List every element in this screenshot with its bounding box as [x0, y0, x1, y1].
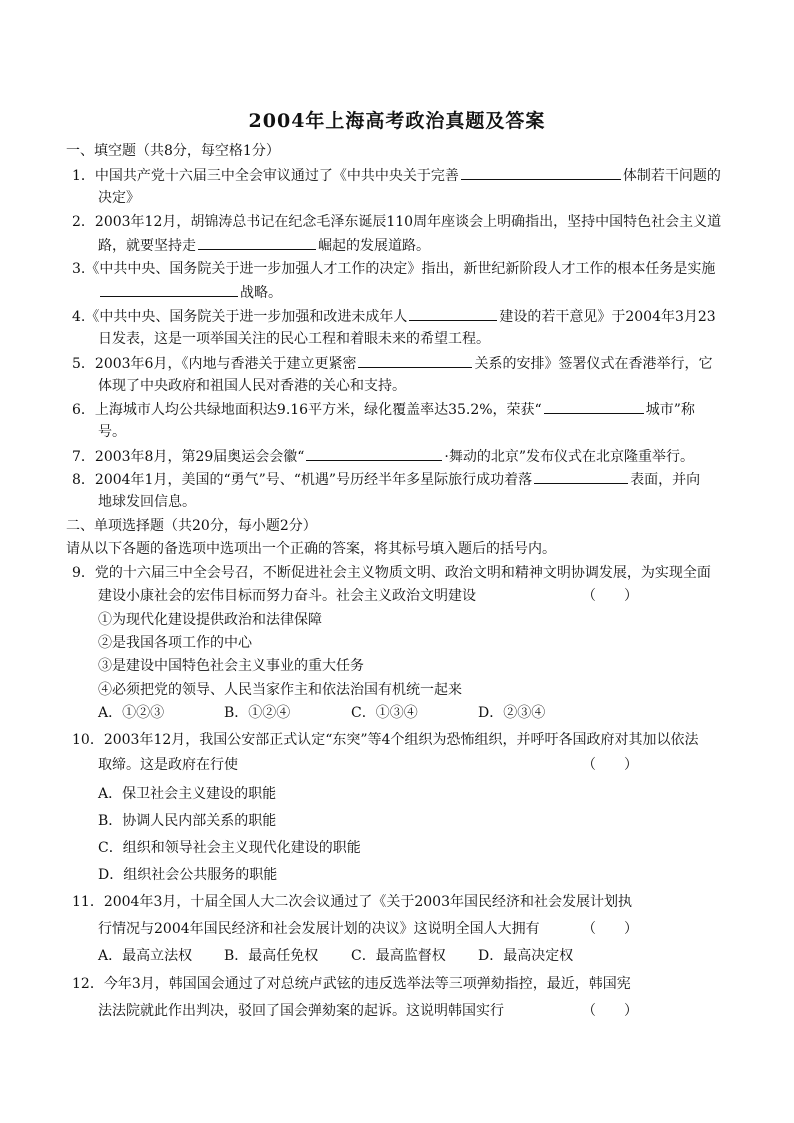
question-1-line-1 [72, 164, 721, 186]
question-10-line-1: 10．2003年12月，我国公安部正式认定“东突”等4个组织为恐怖组织，并呼吁各国政府对其加以依法 [72, 732, 699, 748]
option-c: C．组织和领导社会主义现代化建设的职能 [98, 840, 361, 856]
section-heading-single-choice: 二、单项选择题（共20分，每小题2分） [66, 518, 317, 534]
option-b: B．协调人民内部关系的职能 [98, 813, 277, 829]
question-text: 表面，并向 [630, 472, 701, 488]
section-heading-fill-blank: 一、填空题（共8分，每空格1分） [66, 143, 280, 159]
statement-1: ①为现代化建设提供政治和法律保障 [98, 612, 322, 628]
question-3-line-1: 3.《中共中央、国务院关于进一步加强人才工作的决定》指出，新世纪新阶段人才工作的根本任务是实施 [72, 261, 716, 277]
question-1-line-2: 决定》 [98, 190, 140, 206]
answer-blank [461, 164, 621, 180]
answer-blank [409, 305, 497, 321]
question-text: ·舞动的北京”发布仪式在北京隆重举行。 [444, 449, 695, 465]
statement-4: ④必须把党的领导、人民当家作主和依法治国有机统一起来 [98, 682, 462, 698]
page-title: 2004年上海高考政治真题及答案 [248, 110, 546, 132]
option-a: A．最高立法权 [98, 948, 193, 964]
answer-parentheses: （ ） [582, 588, 638, 604]
question-text: 体制若干问题的 [622, 168, 721, 184]
question-text: 崛起的发展道路。 [318, 238, 430, 254]
option-a: A．①②③ [98, 705, 165, 721]
question-9-line-1: 9．党的十六届三中全会号召，不断促进社会主义物质文明、政治文明和精神文明协调发展，为实现全面 [72, 565, 711, 581]
statement-2: ②是我国各项工作的中心 [98, 635, 252, 651]
question-3-line-2 [98, 281, 282, 303]
answer-parentheses: （ ） [582, 1003, 638, 1019]
answer-blank [544, 398, 644, 414]
question-6-line-1 [72, 398, 695, 420]
option-b: B．最高任免权 [224, 948, 319, 964]
option-c: C．最高监督权 [351, 948, 446, 964]
question-8-line-2: 地球发回信息。 [98, 494, 196, 510]
section-instruction: 请从以下各题的备选项中选项出一个正确的答案，将其标号填入题后的括号内。 [66, 541, 556, 557]
question-11-line-2: 行情况与2004年国民经济和社会发展计划的决议》这说明全国人大拥有 [98, 921, 540, 937]
question-12-line-2: 法法院就此作出判决，驳回了国会弹劾案的起诉。这说明韩国实行 [98, 1003, 504, 1019]
question-text: 关系的安排》签署仪式在香港举行，它 [474, 356, 713, 372]
question-2-line-2 [98, 234, 430, 256]
answer-parentheses: （ ） [582, 757, 638, 773]
question-text: 8．2004年1月，美国的“勇气”号、“机遇”号历经半年多星际旅行成功着落 [72, 472, 533, 488]
question-text: 5．2003年6月，《内地与香港关于建立更紧密 [72, 356, 357, 372]
question-12-line-1: 12．今年3月，韩国国会通过了对总统卢武铉的违反选举法等三项弹劾指控，最近，韩国宪 [72, 976, 631, 992]
answer-blank [358, 352, 472, 368]
option-d: D．②③④ [478, 705, 546, 721]
question-6-line-2: 号。 [98, 424, 126, 440]
option-a: A．保卫社会主义建设的职能 [98, 786, 277, 802]
question-4-line-1 [72, 305, 716, 327]
question-text: 6．上海城市人均公共绿地面积达9.16平方米，绿化覆盖率达35.2%，荣获“ [72, 402, 542, 418]
question-text: 7．2003年8月，第29届奥运会会徽“ [72, 449, 305, 465]
question-5-line-2: 体现了中央政府和祖国人民对香港的关心和支持。 [98, 378, 406, 394]
option-d: D．组织社会公共服务的职能 [98, 867, 278, 883]
question-text: 4.《中共中央、国务院关于进一步加强和改进未成年人 [72, 309, 408, 325]
question-text: 城市”称 [645, 402, 695, 418]
answer-blank [534, 468, 628, 484]
option-d: D．最高决定权 [478, 948, 574, 964]
question-5-line-1 [72, 352, 712, 374]
question-9-line-2: 建设小康社会的宏伟目标而努力奋斗。社会主义政治文明建设 [98, 588, 476, 604]
question-2-line-1: 2．2003年12月，胡锦涛总书记在纪念毛泽东诞辰110周年座谈会上明确指出，坚持中国特色社会主义道 [72, 214, 722, 230]
option-b: B．①②④ [224, 705, 291, 721]
question-text: 建设的若干意见》于2004年3月23 [499, 309, 716, 325]
question-text: 战略。 [240, 285, 282, 301]
question-8-line-1 [72, 468, 700, 490]
option-c: C．①③④ [351, 705, 418, 721]
answer-blank [100, 281, 238, 297]
question-text: 路，就要坚持走 [98, 238, 196, 254]
question-11-line-1: 11．2004年3月，十届全国人大二次会议通过了《关于2003年国民经济和社会发展计划执 [72, 894, 632, 910]
question-10-line-2: 取缔。这是政府在行使 [98, 757, 238, 773]
question-7-line-1 [72, 445, 694, 467]
statement-3: ③是建设中国特色社会主义事业的重大任务 [98, 658, 364, 674]
answer-parentheses: （ ） [582, 921, 638, 937]
question-text: 1．中国共产党十六届三中全会审议通过了《中共中央关于完善 [72, 168, 459, 184]
answer-blank [306, 445, 442, 461]
answer-blank [198, 234, 316, 250]
question-4-line-2: 日发表，这是一项举国关注的民心工程和着眼未来的希望工程。 [98, 331, 490, 347]
